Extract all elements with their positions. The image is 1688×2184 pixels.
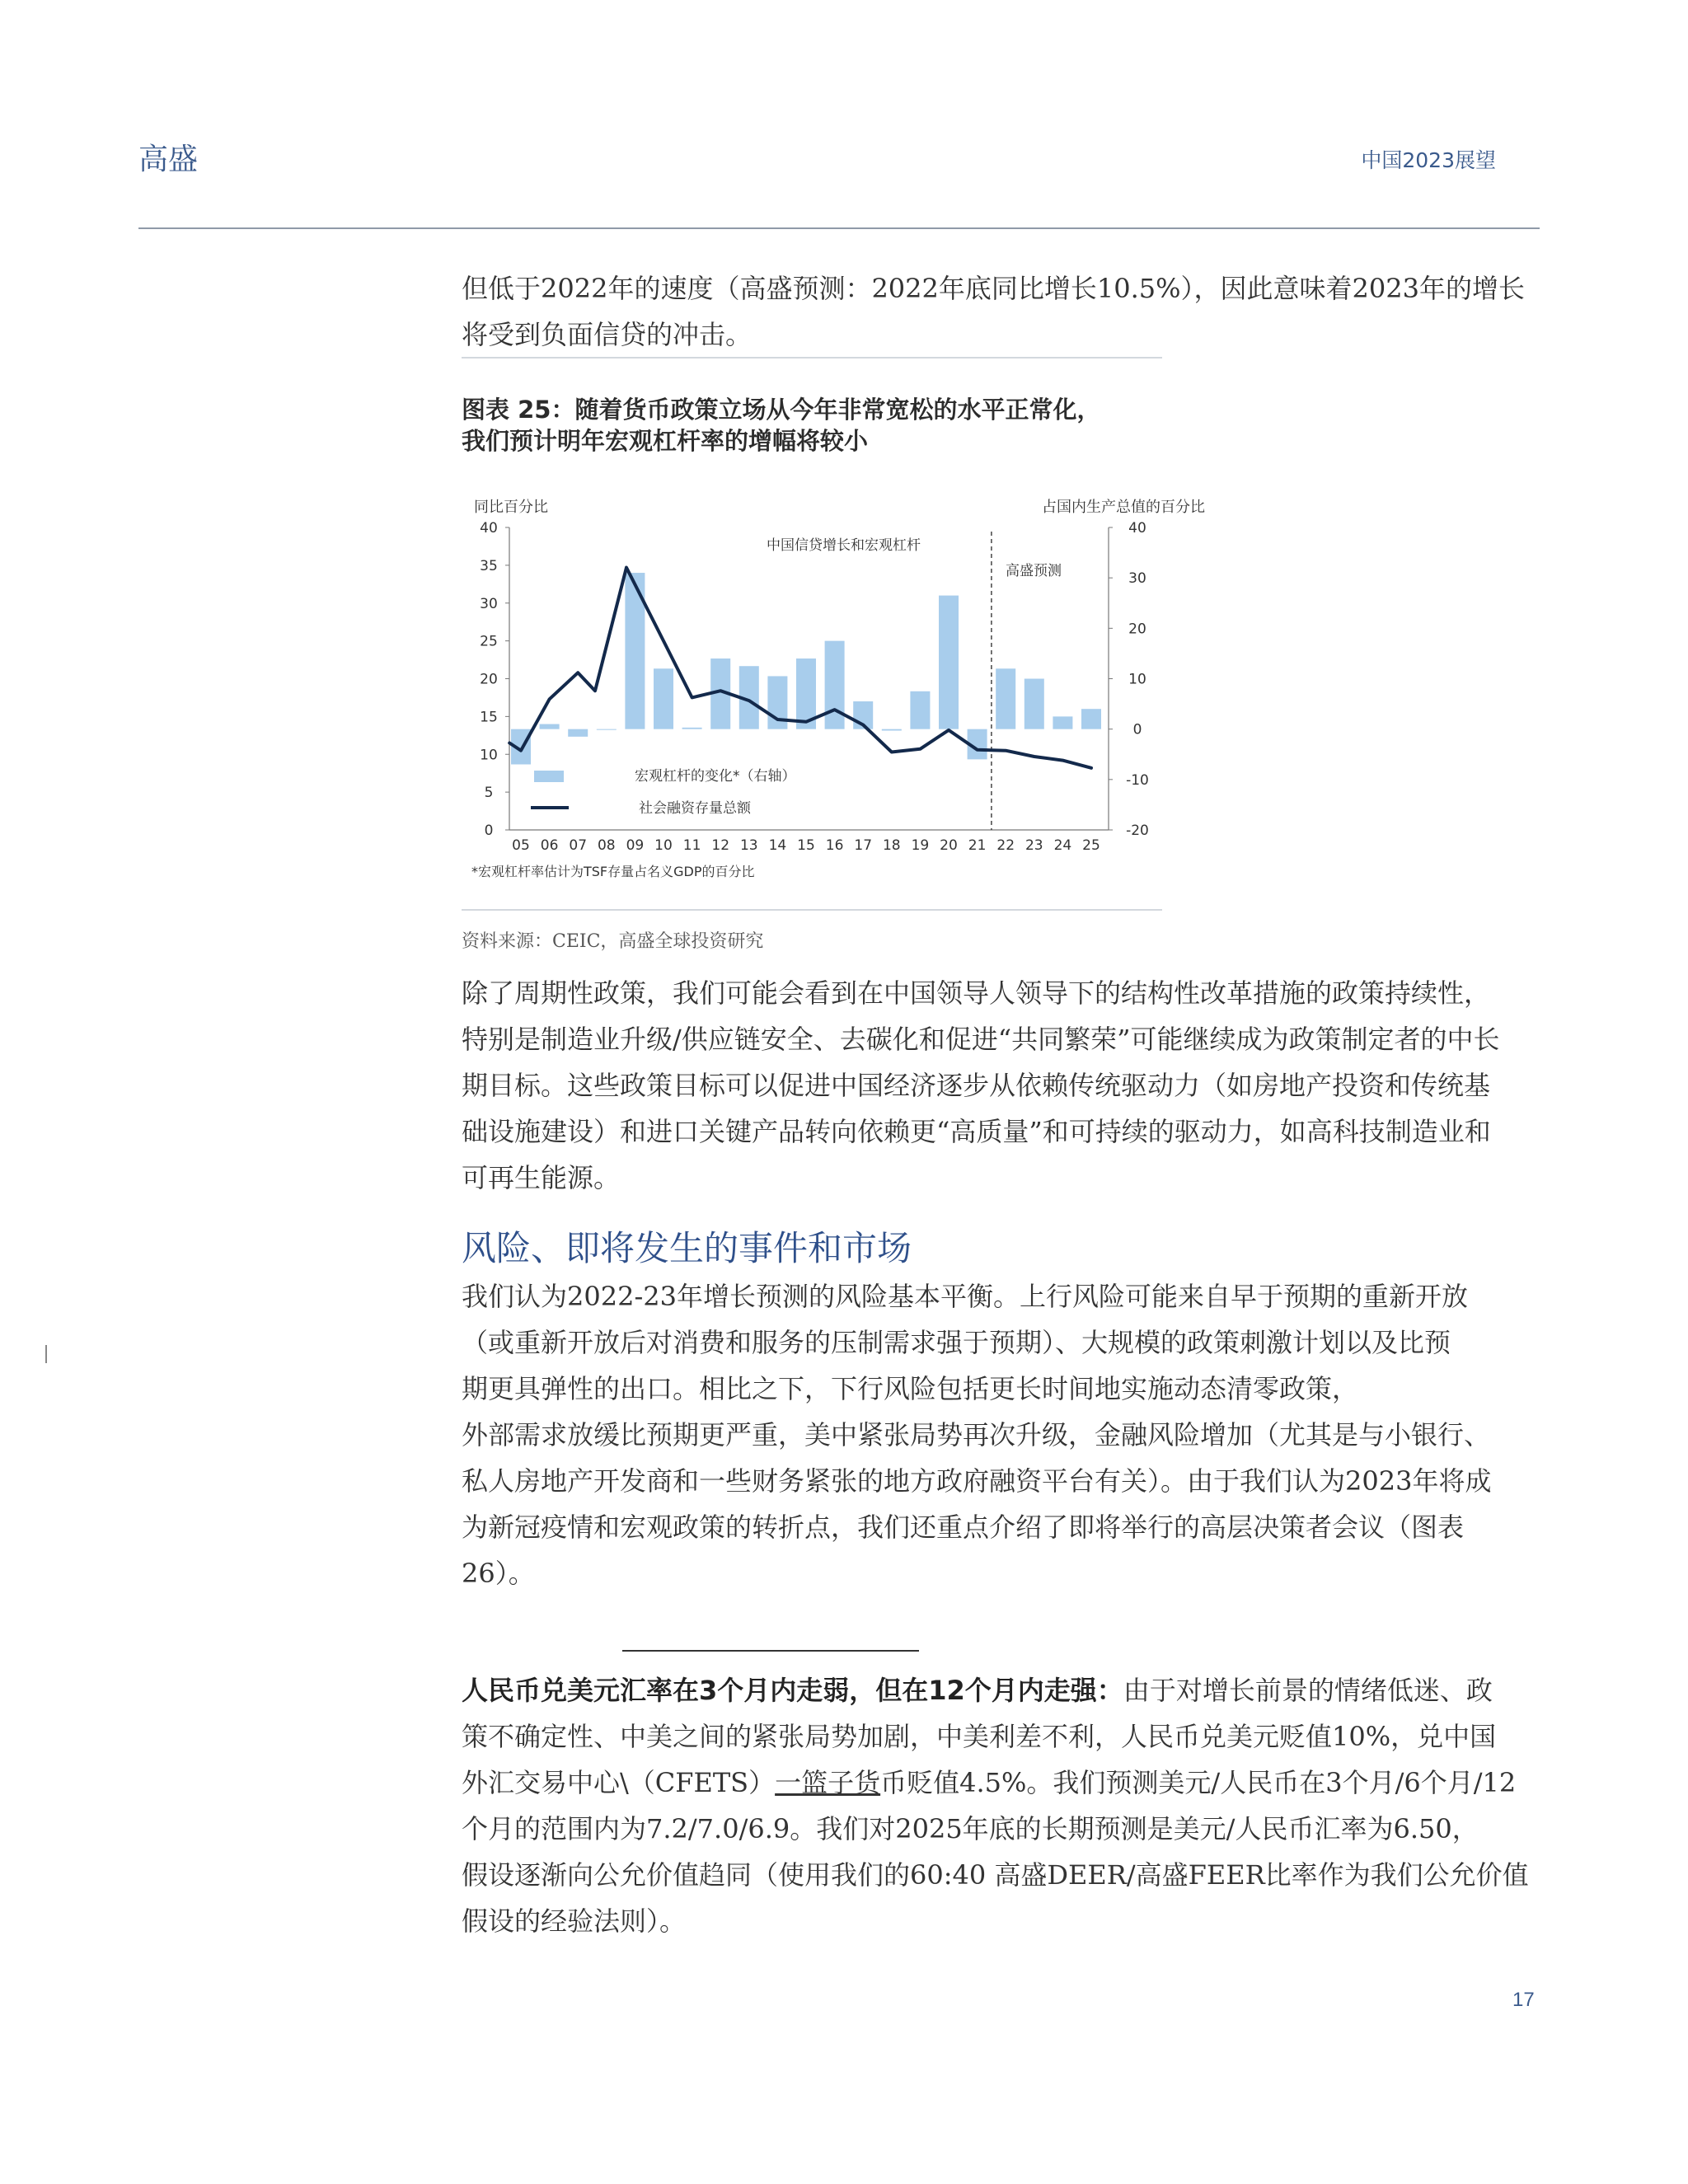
paragraph-line: 假设逐渐向公允价值趋同（使用我们的60:40 高盛DEER/高盛FEER比率作为我们公允价值 [462,1859,1529,1891]
paragraph-line: 可再生能源。 [462,1162,621,1193]
legend-swatch-bar [534,771,564,782]
y-right-axis-label: 占国内生产总值的百分比 [1042,499,1205,516]
y-left-tick-label: 20 [480,671,498,688]
bar-macro-leverage [1053,716,1072,729]
y-left-tick-label: 0 [484,823,494,839]
y-left-axis-label: 同比百分比 [474,499,548,516]
forecast-label: 高盛预测 [1006,563,1062,579]
bar-macro-leverage [568,729,588,737]
paragraph-text: 币贬值4.5%。我们预测美元/人民币在3个月/6个月/12 [880,1767,1517,1798]
x-tick-label: 13 [739,837,758,854]
bar-macro-leverage [597,729,617,730]
brand-logo-text: 高盛 [138,143,199,176]
body-paragraph-1 [462,970,1541,1201]
chart-footnote: *宏观杠杆率估计为TSF存量占名义GDP的百分比 [471,864,755,879]
paragraph-line: （或重新开放后对消费和服务的压制需求强于预期）、大规模的政策刺激计划以及比预 [462,1327,1451,1358]
intro-text: 但低于2022年的速度（高盛预测：2022年底同比增长10.5%），因此意味着2023年的增长将受到负面信贷的冲击。 [462,273,1525,350]
y-right-tick-label: 10 [1128,671,1146,688]
x-tick-label: 17 [854,837,873,854]
margin-tick [45,1345,47,1363]
x-tick-label: 19 [911,837,930,854]
chart-canvas [462,490,1220,894]
decorative-line [622,1650,919,1652]
section-heading-risks: 风险、即将发生的事件和市场 [462,1228,912,1268]
x-tick-label: 10 [654,837,673,854]
cfets-basket-link[interactable]: 一篮子货 [775,1767,881,1798]
bar-macro-leverage [682,728,702,729]
x-tick-label: 11 [682,837,701,854]
paragraph-line: 假设的经验法则）。 [462,1905,687,1937]
paragraph-line: 特别是制造业升级/供应链安全、去碳化和促进“共同繁荣”可能继续成为政策制定者的中长 [462,1024,1500,1055]
y-left-tick-label: 5 [484,785,494,802]
x-tick-label: 08 [597,837,616,854]
y-right-tick-label: 0 [1132,721,1142,738]
bar-macro-leverage [910,691,930,729]
bar-macro-leverage [1025,679,1044,729]
legend-label-bar: 宏观杠杆的变化*（右轴） [635,768,796,785]
figure-title-line-2: 我们预计明年宏观杠杆率的增幅将较小 [462,427,869,455]
bar-macro-leverage [882,729,902,731]
figure-source: 资料来源：CEIC，高盛全球投资研究 [462,931,764,952]
y-left-tick-label: 30 [480,595,498,612]
y-left-tick-label: 15 [480,709,498,726]
x-tick-label: 23 [1025,837,1043,854]
y-right-tick-label: 20 [1128,621,1146,638]
bar-macro-leverage [654,668,673,729]
paragraph-line: 为新冠疫情和宏观政策的转折点，我们还重点介绍了即将举行的高层决策者会议（图表 [462,1511,1465,1543]
figure-title-line-1: 图表 25：随着货币政策立场从今年非常宽松的水平正常化， [462,396,1101,424]
intro-paragraph [462,265,1541,358]
figure-title [462,394,1170,457]
paragraph-line [462,1760,1541,1806]
x-tick-label: 16 [825,837,844,854]
y-left-tick-label: 25 [480,633,498,650]
header-divider [138,227,1540,229]
bar-macro-leverage [540,724,560,729]
bar-macro-leverage [825,641,845,729]
y-right-tick-label: -20 [1126,823,1149,839]
bar-macro-leverage [996,668,1015,729]
x-tick-label: 24 [1053,837,1072,854]
paragraph-line: 础设施建设）和进口关键产品转向依赖更“高质量”和可持续的驱动力，如高科技制造业和 [462,1116,1491,1147]
body-paragraph-3 [462,1667,1541,1944]
paragraph-line: 除了周期性政策，我们可能会看到在中国领导人领导下的结构性改革措施的政策持续性， [462,977,1491,1009]
y-right-tick-label: -10 [1126,771,1149,789]
figure-bottom-rule [462,909,1162,911]
x-tick-label: 22 [996,837,1015,854]
paragraph-line: 期目标。这些政策目标可以促进中国经济逐步从依赖传统驱动力（如房地产投资和传统基 [462,1070,1491,1101]
x-tick-label: 15 [797,837,815,854]
bar-macro-leverage [1081,709,1101,729]
x-tick-label: 05 [512,837,530,854]
legend-label-line: 社会融资存量总额 [639,800,751,817]
x-tick-label: 06 [540,837,559,854]
x-tick-label: 09 [626,837,645,854]
credit-chart [462,490,1220,894]
x-tick-label: 12 [711,837,730,854]
x-tick-label: 25 [1082,837,1100,854]
paragraph-line: 个月的范围内为7.2/7.0/6.9。我们对2025年底的长期预测是美元/人民币汇率为6.50， [462,1813,1479,1844]
paragraph-line: 26）。 [462,1558,535,1589]
x-tick-label: 14 [768,837,787,854]
body-paragraph-2 [462,1273,1541,1596]
paragraph-text: 外汇交易中心\（CFETS） [462,1767,776,1798]
bar-macro-leverage [939,596,959,729]
y-right-tick-label: 30 [1128,570,1146,588]
paragraph-line: 外部需求放缓比预期更严重，美中紧张局势再次升级，金融风险增加（尤其是与小银行、 [462,1419,1491,1451]
rmb-forecast-lead: 人民币兑美元汇率在3个月内走弱，但在12个月内走强： [462,1675,1123,1706]
y-right-tick-label: 40 [1128,520,1146,537]
x-tick-label: 20 [940,837,958,854]
legend-layer [531,768,796,817]
document-title: 中国2023展望 [1361,148,1496,172]
paragraph-line: 期更具弹性的出口。相比之下，下行风险包括更长时间地实施动态清零政策， [462,1373,1359,1404]
paragraph-line: 私人房地产开发商和一些财务紧张的地方政府融资平台有关）。由于我们认为2023年将成 [462,1465,1492,1497]
paragraph-line: 策不确定性、中美之间的紧张局势加剧，中美利差不利，人民币兑美元贬值10%，兑中国 [462,1721,1497,1752]
paragraph-line: 我们认为2022-23年增长预测的风险基本平衡。上行风险可能来自早于预期的重新开放 [462,1281,1468,1312]
chart-title: 中国信贷增长和宏观杠杆 [767,537,921,554]
paragraph-text: 由于对增长前景的情绪低迷、政 [1123,1675,1493,1706]
paragraph-line [462,1667,1541,1713]
y-left-tick-label: 40 [480,520,498,537]
x-tick-label: 18 [882,837,901,854]
x-tick-label: 07 [569,837,588,854]
y-left-tick-label: 35 [480,557,498,574]
figure-top-rule [462,357,1162,359]
x-tick-label: 21 [968,837,987,854]
y-left-tick-label: 10 [480,747,498,764]
page-number: 17 [1512,1989,1535,2011]
